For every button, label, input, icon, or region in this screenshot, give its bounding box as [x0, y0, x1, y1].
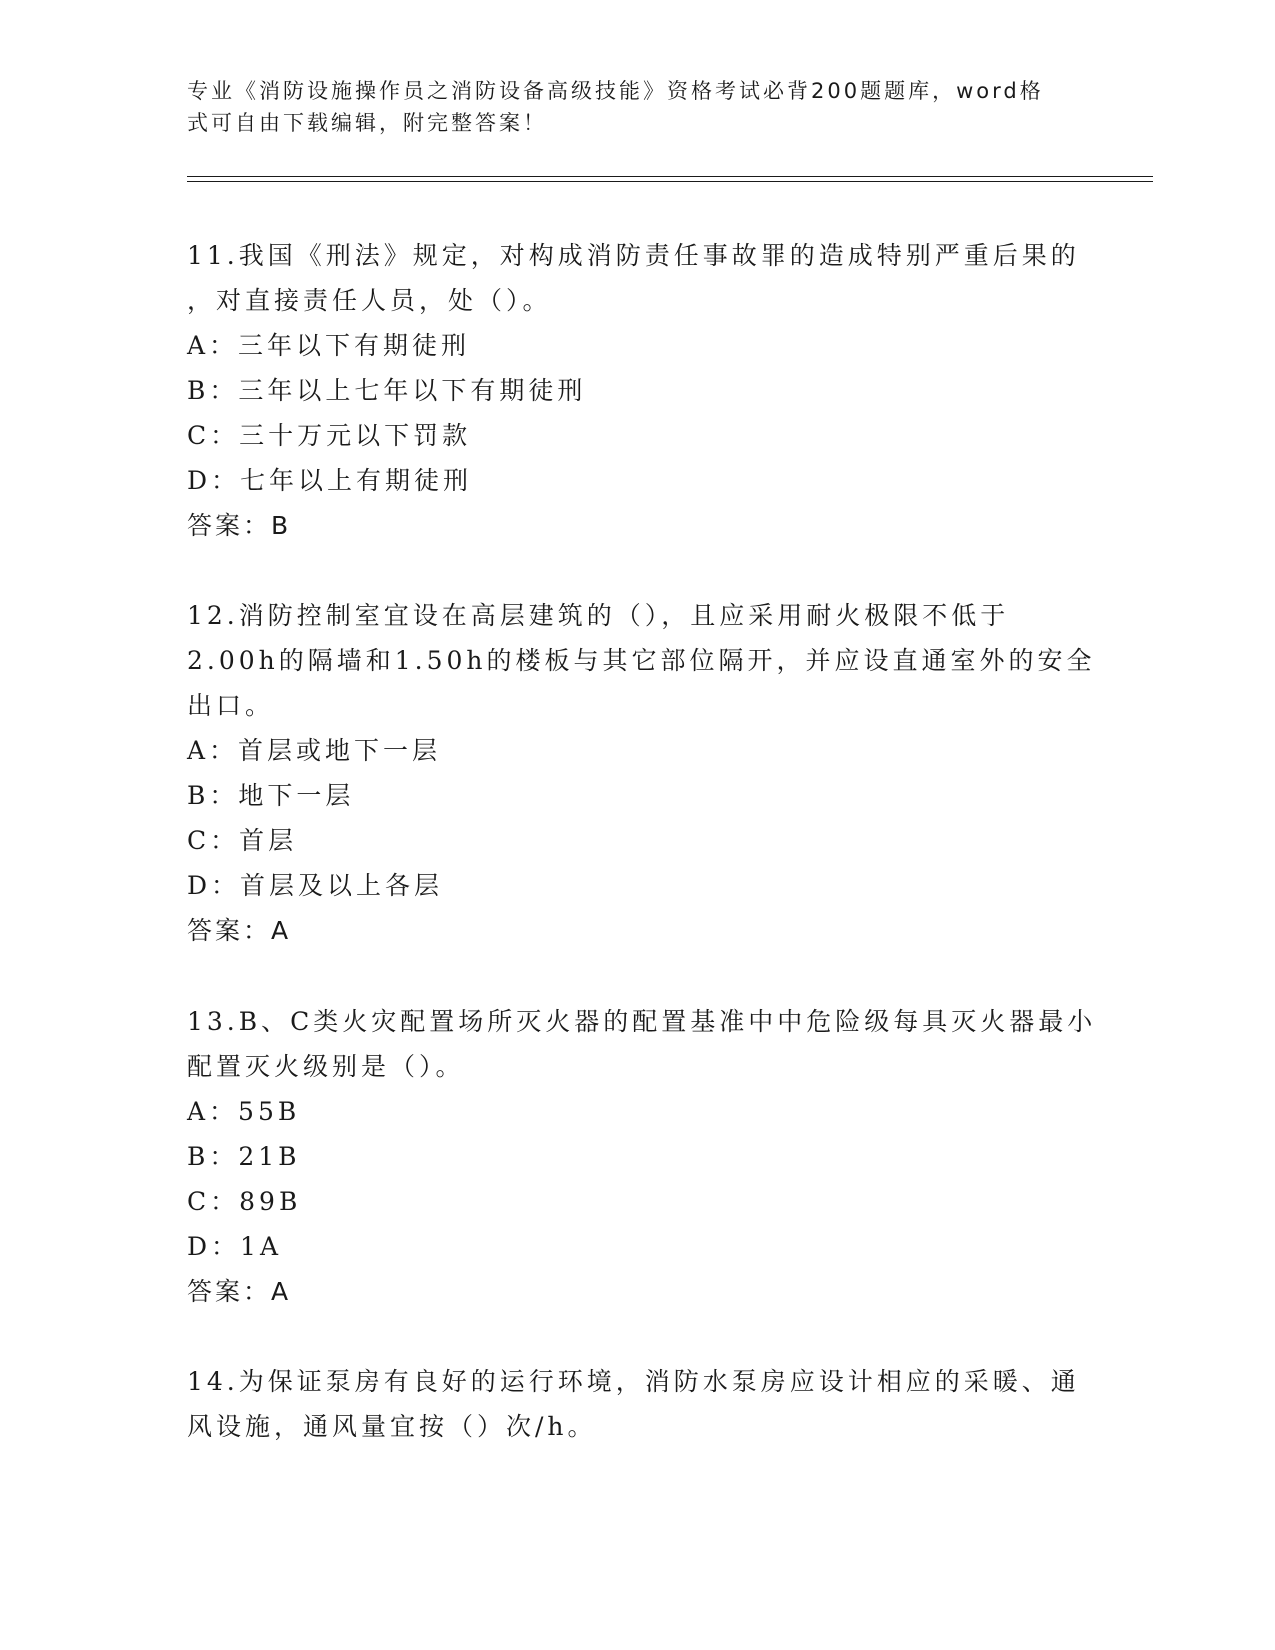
question-13-option-d: D：1A — [187, 1232, 283, 1261]
question-12-option-b: B：地下一层 — [187, 781, 355, 810]
question-12-option-a: A：首层或地下一层 — [187, 736, 442, 765]
question-13-option-a: A：55B — [187, 1097, 301, 1126]
question-11-option-c: C：三十万元以下罚款 — [187, 421, 472, 450]
question-13-text-line-1: 13.B、C类火灾配置场所灭火器的配置基准中中危险级每具灭火器最小 — [187, 1007, 1097, 1036]
question-11-text-line-2: ，对直接责任人员，处（）。 — [187, 286, 552, 315]
question-11-text-line-1: 11.我国《刑法》规定，对构成消防责任事故罪的造成特别严重后果的 — [187, 241, 1080, 270]
header-line-1: 专业《消防设施操作员之消防设备高级技能》资格考试必背200题题库，word格 — [187, 79, 1044, 103]
question-11-answer: 答案：B — [187, 511, 292, 540]
question-12-text-line-3: 出口。 — [187, 691, 275, 720]
question-12-answer: 答案：A — [187, 916, 292, 945]
question-13-answer: 答案：A — [187, 1277, 292, 1306]
question-13-option-c: C：89B — [187, 1187, 302, 1216]
header-divider-top — [187, 176, 1153, 177]
header-divider-bottom — [187, 181, 1153, 182]
question-13-text-line-2: 配置灭火级别是（）。 — [187, 1052, 465, 1081]
question-11-option-a: A：三年以下有期徒刑 — [187, 331, 471, 360]
header-line-2: 式可自由下载编辑，附完整答案！ — [187, 111, 547, 135]
question-11-option-d: D：七年以上有期徒刑 — [187, 466, 473, 495]
question-14-text-line-1: 14.为保证泵房有良好的运行环境，消防水泵房应设计相应的采暖、通 — [187, 1367, 1080, 1396]
question-12-text-line-2: 2.00h的隔墙和1.50h的楼板与其它部位隔开，并应设直通室外的安全 — [187, 646, 1096, 675]
question-12-option-d: D：首层及以上各层 — [187, 871, 444, 900]
question-12-text-line-1: 12.消防控制室宜设在高层建筑的（），且应采用耐火极限不低于 — [187, 601, 1010, 630]
question-13-option-b: B：21B — [187, 1142, 301, 1171]
question-11-option-b: B：三年以上七年以下有期徒刑 — [187, 376, 587, 405]
question-14-text-line-2: 风设施，通风量宜按（）次/h。 — [187, 1412, 597, 1441]
question-12-option-c: C：首层 — [187, 826, 298, 855]
